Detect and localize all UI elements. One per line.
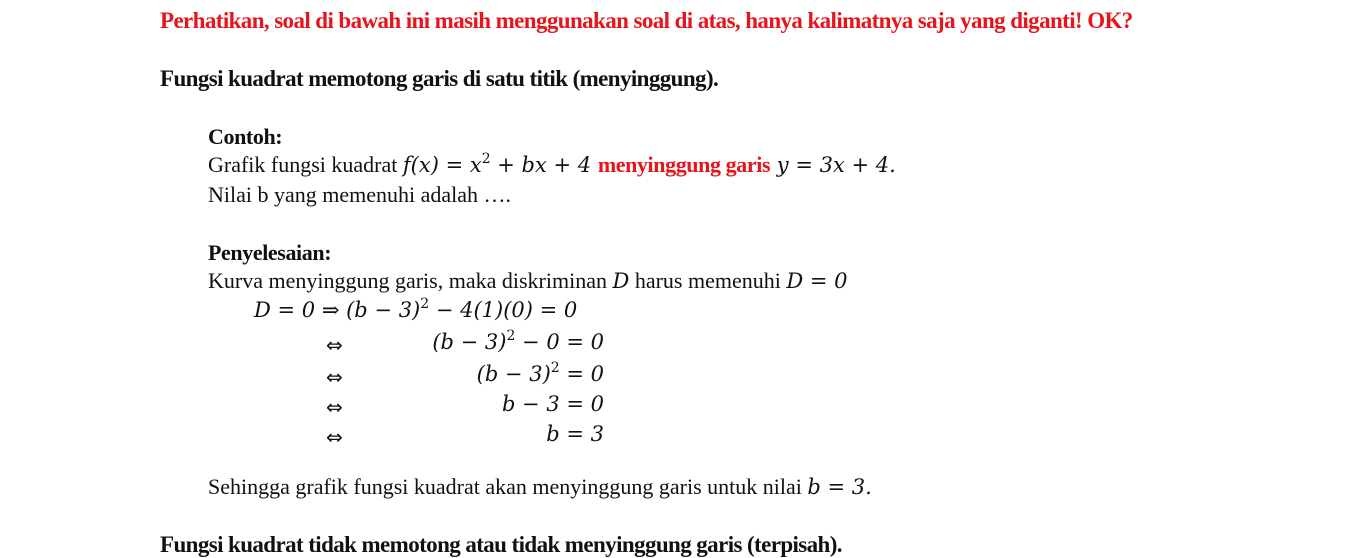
discriminant-var: D	[612, 269, 630, 293]
step-3: $(b - 3)^2 = 0$	[476, 360, 604, 386]
conclusion-math: b = 3.	[807, 475, 872, 499]
example-label: Contoh:	[208, 124, 283, 149]
solution-label: Penyelesaian:	[208, 240, 332, 265]
iff-icon: ⇔	[326, 333, 343, 357]
solution-intro: Kurva menyinggung garis, maka diskriminan D harus memenuhi D = 0	[208, 268, 848, 293]
section-title-tangent: Fungsi kuadrat memotong garis di satu titik (menyinggung).	[160, 66, 719, 91]
notice-text: Perhatikan, soal di bawah ini masih menggunakan soal di atas, hanya kalimatnya saja yang diganti! OK?	[160, 8, 1133, 33]
step-4: b − 3 = 0	[501, 392, 604, 416]
iff-icon: ⇔	[326, 365, 343, 389]
problem-line-1	[208, 152, 896, 178]
step-2: $(b - 3)^2 - 0 = 0$	[432, 328, 604, 354]
section-title-separate: Fungsi kuadrat tidak memotong atau tidak menyinggung garis (terpisah).	[160, 532, 842, 557]
problem-text: Grafik fungsi kuadrat	[208, 152, 403, 177]
function-equation: $f(x) = x^2$ + bx + 4	[402, 151, 598, 177]
line-equation: y = 3x + 4.	[770, 153, 896, 177]
discriminant-condition: D = 0	[786, 269, 848, 293]
problem-line-2: Nilai b yang memenuhi adalah ….	[208, 182, 512, 207]
step-1: D = 0 ⇒ $(b - 3)^2 - 4(1)(0) = 0$	[254, 296, 578, 322]
iff-icon: ⇔	[326, 395, 343, 419]
conclusion: Sehingga grafik fungsi kuadrat akan menyinggung garis untuk nilai b = 3.	[208, 474, 872, 499]
tangent-highlight: menyinggung garis	[597, 152, 771, 177]
iff-icon: ⇔	[326, 425, 343, 449]
step-5: b = 3	[546, 422, 604, 446]
